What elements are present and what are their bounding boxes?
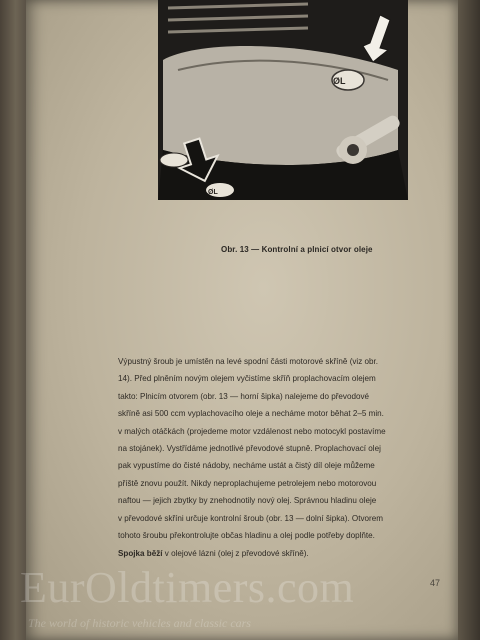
body-line: 14). Před plněním novým olejem vyčistíme skříň proplachovacím olejem bbox=[118, 374, 376, 384]
engine-photo-graphic bbox=[158, 0, 408, 200]
clutch-note bbox=[118, 549, 448, 558]
page-number: 47 bbox=[430, 578, 441, 588]
clutch-note-lead: Spojka běží bbox=[118, 549, 163, 558]
upper-oil-label: ØL bbox=[333, 76, 346, 86]
book-page bbox=[26, 0, 458, 640]
watermark-title: EurOldtimers.com bbox=[20, 563, 355, 612]
watermark-subtitle: The world of historic vehicles and classic cars bbox=[28, 616, 251, 630]
lower-oil-label: ØL bbox=[208, 189, 218, 196]
clutch-note-text: v olejové lázni (olej z převodové skříně). bbox=[162, 549, 309, 558]
body-line: takto: Plnicím otvorem (obr. 13 — horní šipka) nalejeme do převodové bbox=[118, 391, 370, 401]
body-line: Výpustný šroub je umístěn na levé spodní části motorové skříně (viz obr. bbox=[118, 357, 379, 366]
body-paragraph bbox=[118, 353, 448, 544]
body-line: pak vypustíme do čisté nádoby, necháme ustát a čistý díl oleje můžeme bbox=[118, 461, 375, 471]
next-page-edge bbox=[458, 0, 480, 640]
body-line: skříně asi 500 ccm vyplachovacího oleje a necháme motor běhat 2–5 min. bbox=[118, 409, 384, 419]
figure-caption: Obr. 13 — Kontrolní a plnicí otvor oleje bbox=[221, 245, 373, 254]
body-line: naftou — jejich zbytky by znehodnotily nový olej. Správnou hladinu oleje bbox=[118, 496, 377, 506]
body-line: příště znovu použít. Nikdy neproplachujeme petrolejem nebo motorovou bbox=[118, 478, 377, 488]
body-line: na stojánek). Vystřídáme jednotlivé převodové stupně. Proplachovací olej bbox=[118, 444, 381, 454]
body-line: tohoto šroubu překontrolujte občas hladinu a olej podle potřeby doplňte. bbox=[118, 531, 375, 541]
previous-page-edge bbox=[0, 0, 26, 640]
engine-photo bbox=[158, 0, 408, 200]
body-line: v převodové skříni určuje kontrolní šroub (obr. 13 — dolní šipka). Otvorem bbox=[118, 513, 383, 523]
body-line: v malých otáčkách (projedeme motor vzdálenost nebo motocykl postavíme bbox=[118, 426, 386, 436]
